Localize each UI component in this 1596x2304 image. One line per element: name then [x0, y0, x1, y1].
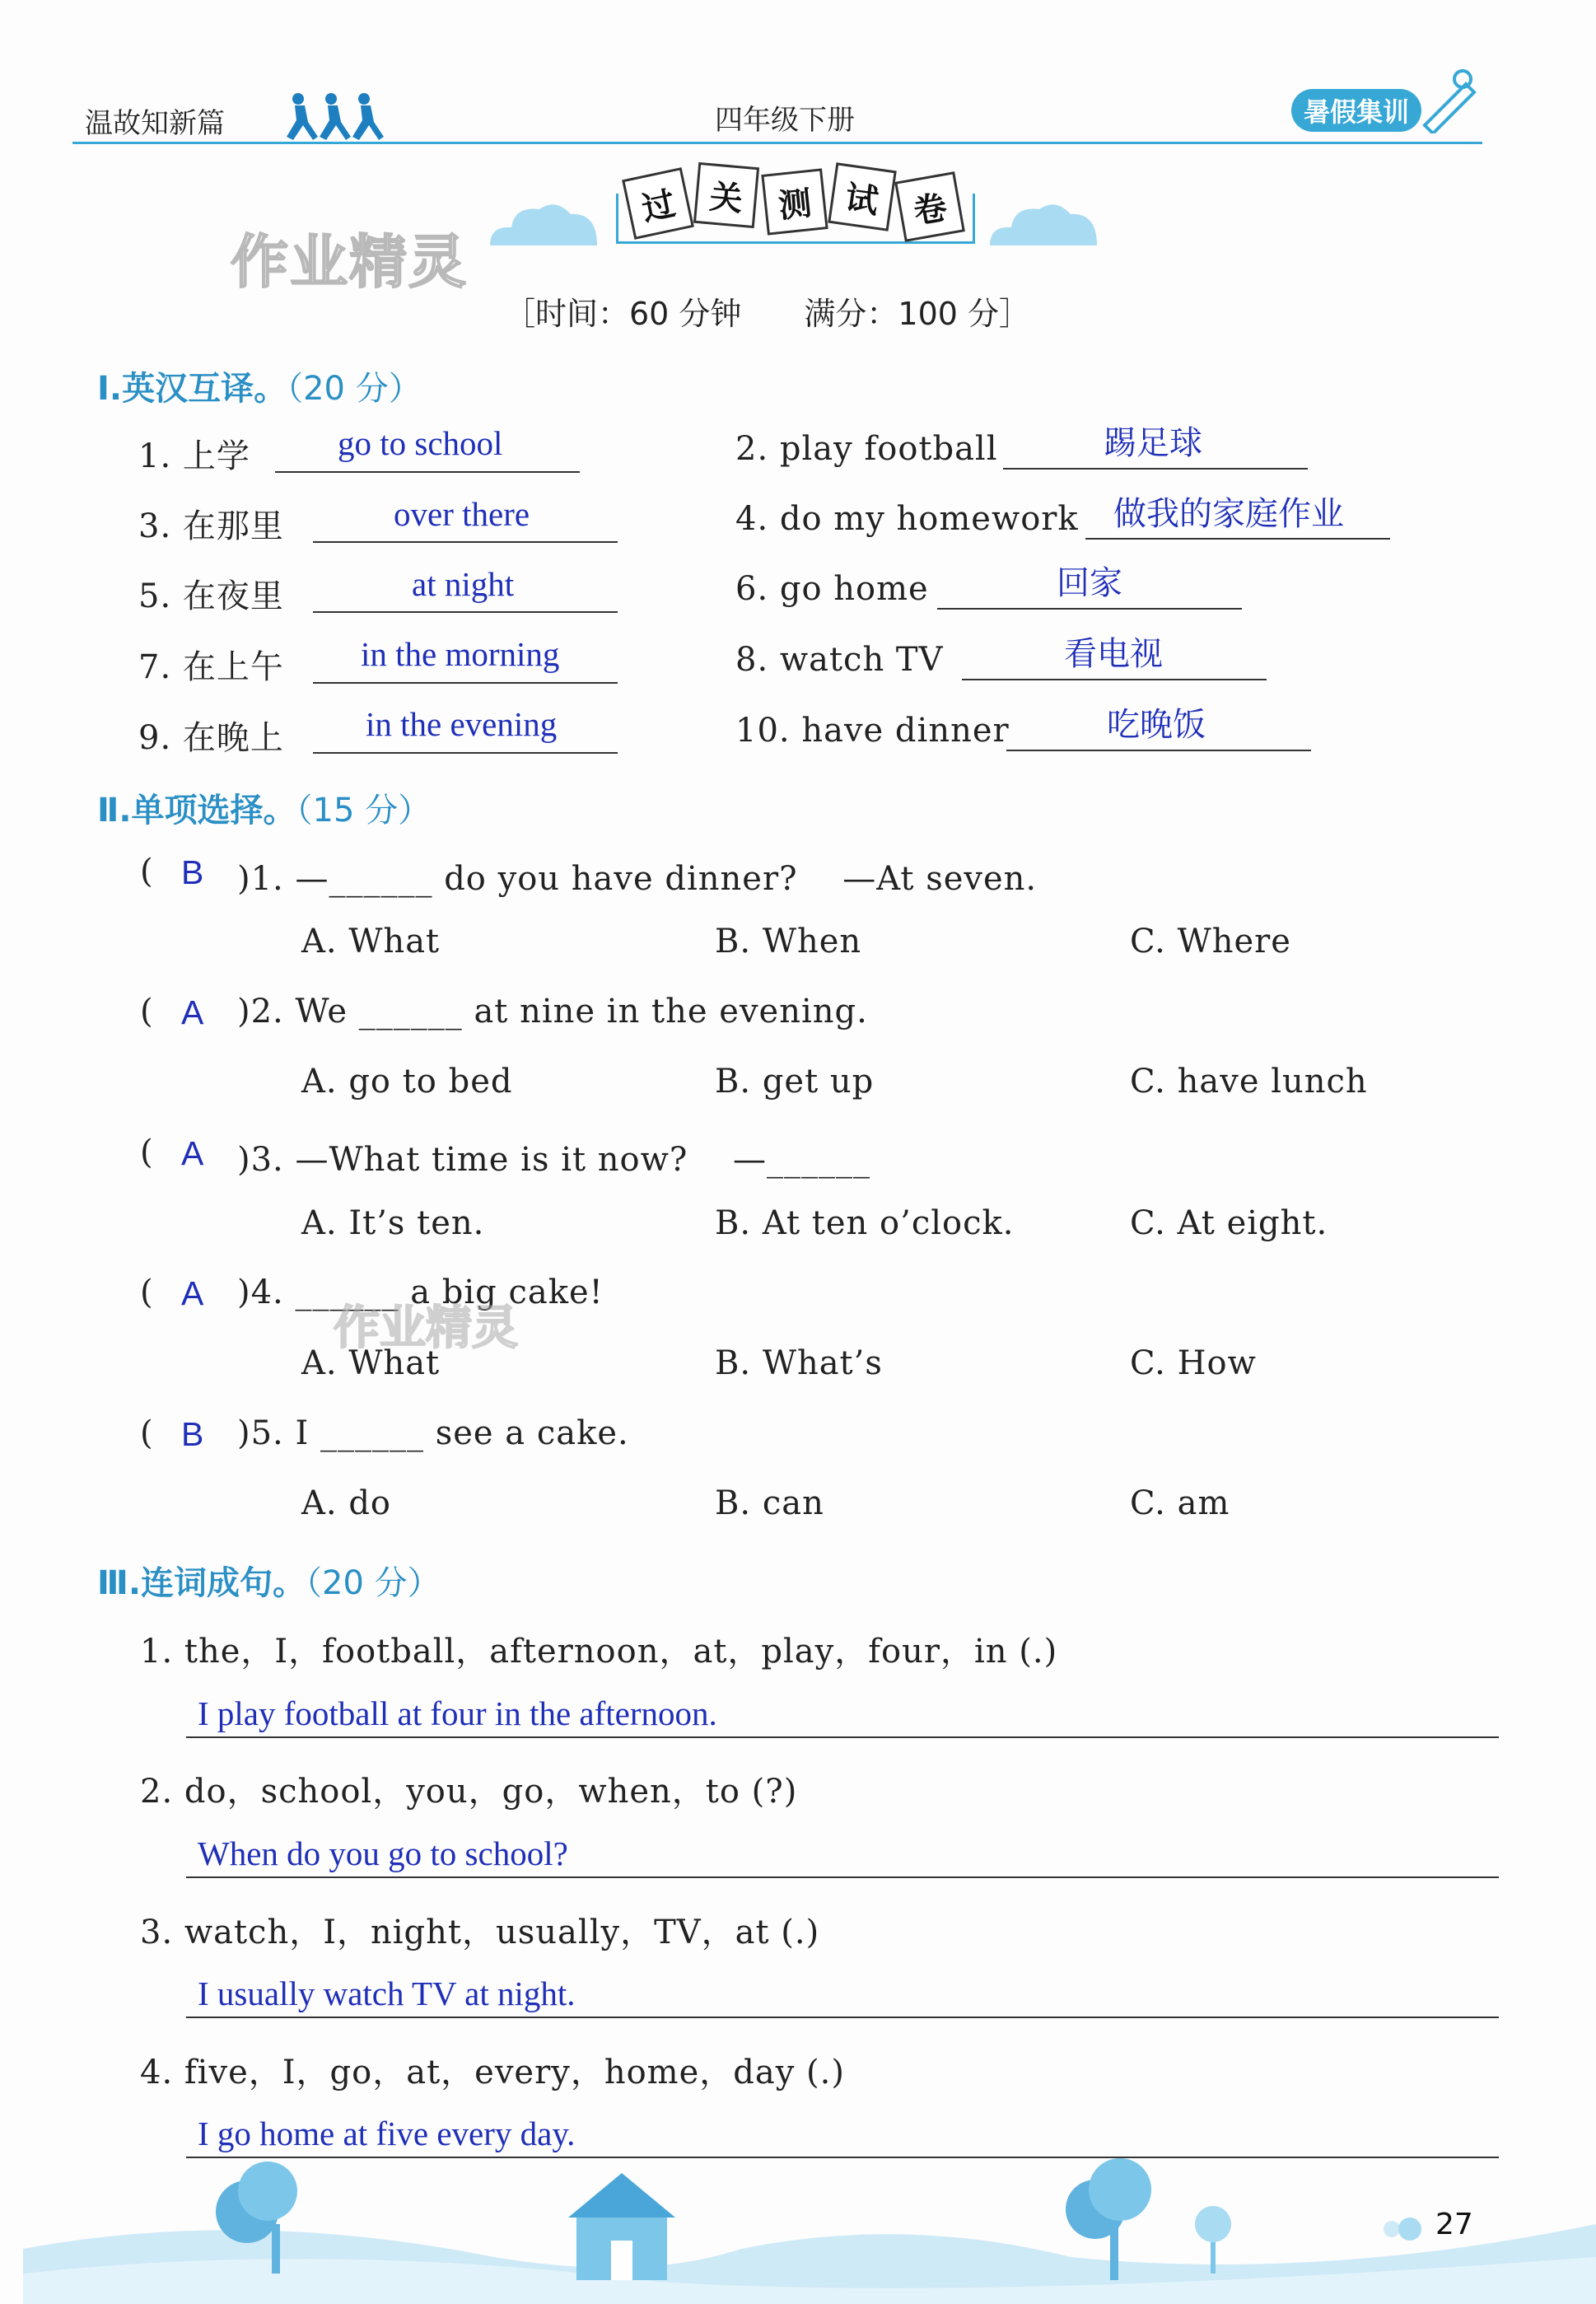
s2-q3-opt-b: B. At ten o’clock.	[715, 1204, 1015, 1242]
s2-q2-opt-b: B. get up	[715, 1063, 875, 1101]
s2-q3-stem: )3. —What time is it now? —______	[237, 1141, 871, 1179]
section3-heading	[97, 1557, 441, 1604]
section1-title: Ⅰ.英汉互译。	[97, 370, 287, 408]
banner-char-4: 试	[828, 162, 897, 231]
s1-q1: 1. 上学	[138, 437, 250, 475]
s1-blank-1	[275, 471, 580, 473]
s1-a7: in the morning	[361, 635, 560, 673]
s1-blank-10	[1006, 750, 1311, 751]
s1-q2: 2. play football	[735, 430, 998, 468]
s2-q5-stem: )5. I ______ see a cake.	[237, 1414, 629, 1452]
s1-a5: at night	[412, 565, 515, 603]
s1-blank-2	[1003, 468, 1308, 470]
s1-blank-6	[937, 608, 1242, 610]
banner-char-5: 卷	[894, 171, 965, 242]
s2-q1-opt-b: B. When	[715, 923, 862, 960]
s1-q10: 10. have dinner	[735, 712, 1010, 750]
s1-blank-4	[1085, 538, 1390, 540]
s3-line-1	[186, 1736, 1499, 1738]
s2-q2-opt-a: A. go to bed	[301, 1063, 513, 1101]
s3-line-2	[186, 1876, 1499, 1878]
s3-q4: 4. five，I，go，at，every，home，day (.)	[140, 2054, 845, 2091]
header-left-title: 温故知新篇	[85, 107, 225, 140]
s2-q5-opt-c: C. am	[1130, 1484, 1230, 1522]
s1-blank-3	[313, 541, 618, 543]
s2-q4-opt-a: A. What	[301, 1344, 441, 1382]
header-logo-text: 暑假集训	[1303, 96, 1409, 128]
s1-blank-9	[313, 752, 618, 754]
section3-points: （20 分）	[306, 1564, 441, 1602]
header-rule	[72, 142, 1482, 144]
section2-heading	[97, 784, 431, 831]
s2-q5-paren: (	[140, 1414, 154, 1452]
section2-points: （15 分）	[296, 792, 432, 830]
s1-q6: 6. go home	[735, 570, 929, 608]
banner-char-2: 关	[693, 162, 759, 228]
s1-q8: 8. watch TV	[735, 641, 944, 679]
watermark-mid: 作业精灵	[334, 1302, 518, 1355]
house-icon	[568, 2173, 675, 2280]
section1-heading	[97, 362, 422, 409]
s2-q1-opt-a: A. What	[301, 923, 441, 960]
section2-title: Ⅱ.单项选择。	[97, 792, 296, 830]
s1-q3: 3. 在那里	[138, 507, 284, 545]
s3-a4: I go home at five every day.	[198, 2115, 576, 2152]
s2-q1-stem: )1. —______ do you have dinner? —At seven.	[237, 860, 1038, 898]
page-number: 27	[1435, 2208, 1473, 2241]
banner-char-3: 测	[761, 168, 828, 235]
cloud-right-icon	[982, 196, 1105, 250]
s2-q4-opt-b: B. What’s	[715, 1344, 883, 1382]
s2-q2-stem: )2. We ______ at nine in the evening.	[237, 993, 868, 1030]
pencil-icon	[1416, 68, 1482, 133]
s3-a1: I play football at four in the afternoon.	[198, 1694, 717, 1732]
s1-a4: 做我的家庭作业	[1113, 495, 1344, 533]
s1-a1: go to school	[338, 424, 503, 462]
s1-a8: 看电视	[1064, 635, 1163, 673]
s2-q5-opt-b: B. can	[715, 1484, 824, 1522]
banner-char-1: 过	[622, 167, 694, 240]
s2-q4-paren: (	[140, 1274, 154, 1311]
s1-blank-8	[962, 679, 1267, 680]
s1-a9: in the evening	[366, 705, 558, 743]
s2-q3-opt-a: A. It’s ten.	[301, 1204, 485, 1242]
watermark-top: 作业精灵	[231, 228, 468, 296]
s2-q1-answer: B	[181, 853, 204, 891]
section3-title: Ⅲ.连词成句。	[97, 1564, 306, 1602]
runners-icon	[280, 91, 387, 147]
s1-a3: over there	[394, 495, 530, 533]
s3-q2: 2. do，school，you，go，when，to (?)	[140, 1773, 798, 1811]
s1-q5: 5. 在夜里	[138, 577, 284, 615]
section1-points: （20 分）	[287, 370, 422, 408]
s1-blank-5	[313, 611, 618, 613]
footer-landscape	[0, 2158, 1596, 2304]
s1-a2: 踢足球	[1104, 424, 1202, 462]
s2-q3-opt-c: C. At eight.	[1130, 1204, 1328, 1242]
s2-q1-opt-c: C. Where	[1130, 923, 1291, 960]
cloud-left-icon	[482, 196, 605, 250]
s1-a10: 吃晚饭	[1107, 706, 1206, 744]
s3-line-3	[186, 2017, 1499, 2018]
s3-a2: When do you go to school?	[198, 1834, 568, 1872]
s2-q2-paren: (	[140, 993, 154, 1030]
s2-q2-opt-c: C. have lunch	[1130, 1063, 1368, 1101]
time-info: ［时间：60 分钟 满分：100 分］	[504, 296, 1031, 332]
s2-q4-stem: )4. ______ a big cake!	[237, 1274, 604, 1311]
s3-q3: 3. watch，I，night，usually，TV，at (.)	[140, 1914, 820, 1951]
s2-q2-answer: A	[181, 993, 204, 1031]
s2-q5-opt-a: A. do	[301, 1484, 392, 1522]
s2-q4-answer: A	[181, 1274, 204, 1312]
s2-q1-paren: (	[140, 853, 154, 890]
s2-q4-opt-c: C. How	[1130, 1344, 1257, 1382]
s3-q1: 1. the，I，football，afternoon，at，play，four，in (.)	[140, 1633, 1058, 1671]
s1-q4: 4. do my homework	[735, 500, 1079, 538]
s1-blank-7	[313, 682, 618, 684]
s1-q9: 9. 在晚上	[138, 719, 284, 757]
s1-a6: 回家	[1057, 564, 1122, 602]
header-center-title: 四年级下册	[715, 104, 855, 137]
header-right-logo	[1291, 89, 1421, 132]
s2-q5-answer: B	[181, 1415, 204, 1453]
s1-q7: 7. 在上午	[138, 648, 284, 686]
s2-q3-answer: A	[181, 1134, 204, 1172]
s2-q3-paren: (	[140, 1133, 154, 1171]
s3-a3: I usually watch TV at night.	[198, 1975, 576, 2012]
